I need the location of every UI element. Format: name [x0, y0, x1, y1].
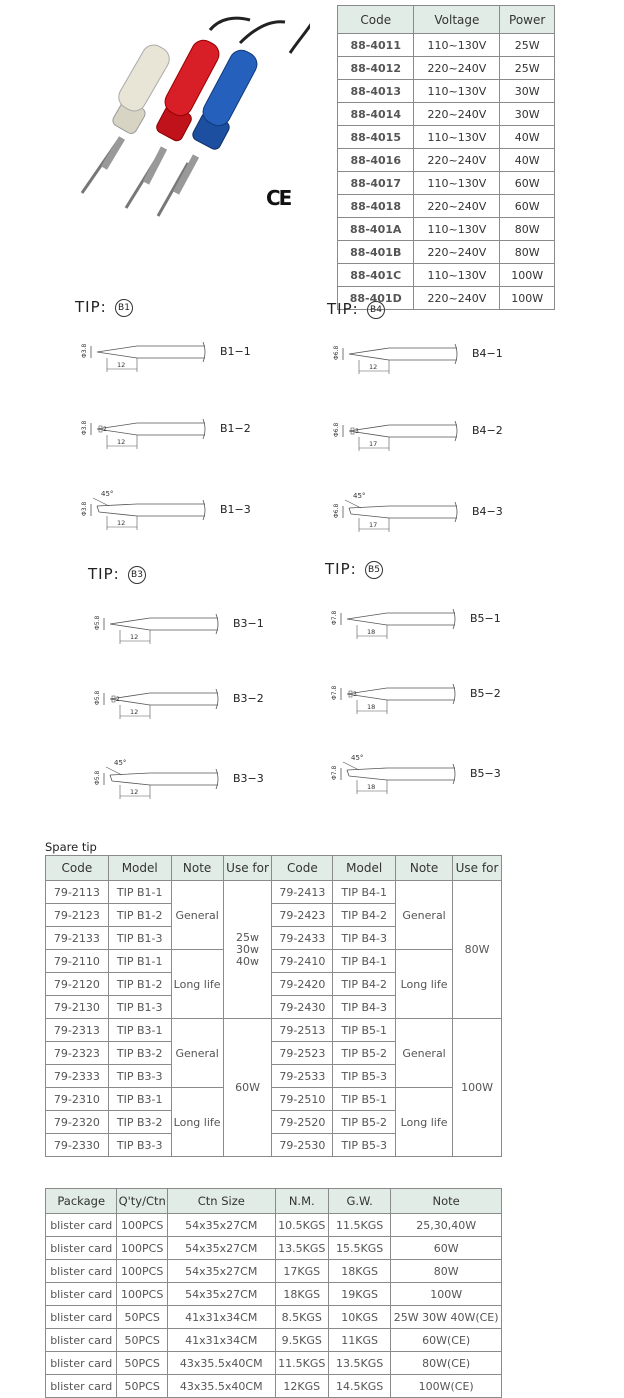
use-for-cell: 80W [453, 881, 502, 1019]
tip-diameter: Φ6.8 [333, 503, 340, 518]
tip-diameter: Φ5.8 [94, 770, 101, 785]
tip-length: 18 [367, 783, 376, 791]
model-cell: TIP B3-2 [108, 1042, 171, 1065]
voltage-cell: 110~130V [414, 34, 500, 57]
tip-drawing [77, 405, 207, 463]
code-cell: 88-4016 [338, 149, 414, 172]
product-row [338, 34, 555, 57]
tip-length: 12 [117, 519, 126, 527]
package-cell: 41x31x34CM [167, 1306, 275, 1329]
tip-angle: 45° [101, 490, 114, 498]
package-cell: 14.5KGS [328, 1375, 390, 1398]
tip-length: 18 [367, 703, 376, 711]
power-cell: 30W [500, 80, 555, 103]
power-cell: 40W [500, 149, 555, 172]
voltage-cell: 220~240V [414, 195, 500, 218]
tip-width: 2 [103, 426, 107, 433]
tip-drawing [327, 595, 457, 653]
package-cell: blister card [46, 1329, 117, 1352]
model-cell: TIP B5-2 [333, 1042, 396, 1065]
package-table [45, 1188, 502, 1398]
power-cell: 100W [500, 264, 555, 287]
voltage-cell: 110~130V [414, 126, 500, 149]
tip-diameter: Φ7.8 [331, 610, 338, 625]
tip-width: 3 [355, 428, 359, 435]
package-cell: 18KGS [328, 1260, 390, 1283]
use-for-value: 40w [236, 954, 260, 968]
package-cell: 9.5KGS [275, 1329, 328, 1352]
product-row [338, 172, 555, 195]
product-row [338, 195, 555, 218]
tip-length: 17 [369, 521, 378, 529]
col-header: Voltage [414, 6, 500, 34]
tip-length: 18 [367, 628, 376, 636]
package-cell: blister card [46, 1375, 117, 1398]
package-cell: 100PCS [117, 1237, 168, 1260]
package-cell: 43x35.5x40CM [167, 1375, 275, 1398]
code-cell: 88-401A [338, 218, 414, 241]
use-for-cell: 60W [223, 1019, 272, 1157]
col-header: Note [391, 1189, 502, 1214]
power-cell: 25W [500, 57, 555, 80]
package-cell: 50PCS [117, 1329, 168, 1352]
product-row [338, 126, 555, 149]
table-row [46, 1375, 502, 1398]
model-cell: TIP B1-1 [108, 881, 171, 904]
package-cell: 54x35x27CM [167, 1260, 275, 1283]
tip-drawing [90, 675, 220, 733]
voltage-cell: 220~240V [414, 149, 500, 172]
code-cell: 88-4011 [338, 34, 414, 57]
model-cell: TIP B5-1 [333, 1088, 396, 1111]
package-cell: 11KGS [328, 1329, 390, 1352]
package-cell: blister card [46, 1214, 117, 1237]
power-cell: 60W [500, 195, 555, 218]
table-row [46, 1237, 502, 1260]
package-cell: 100W(CE) [391, 1375, 502, 1398]
package-cell: 100PCS [117, 1283, 168, 1306]
tip-name: B3−2 [233, 692, 264, 705]
code-cell: 79-2330 [46, 1134, 109, 1157]
note-cell: General [171, 1019, 223, 1088]
voltage-cell: 110~130V [414, 172, 500, 195]
col-header: Package [46, 1189, 117, 1214]
model-cell: TIP B3-3 [108, 1134, 171, 1157]
tip-length: 12 [117, 361, 126, 369]
tip-diameter: Φ6.8 [333, 345, 340, 360]
voltage-cell: 110~130V [414, 218, 500, 241]
model-cell: TIP B5-1 [333, 1019, 396, 1042]
tip-drawing [77, 486, 207, 544]
table-row [46, 1088, 502, 1111]
model-cell: TIP B1-3 [108, 996, 171, 1019]
package-cell: 41x31x34CM [167, 1329, 275, 1352]
tip-drawing [329, 407, 459, 465]
code-cell: 88-4012 [338, 57, 414, 80]
code-cell: 79-2533 [272, 1065, 333, 1088]
voltage-cell: 220~240V [414, 241, 500, 264]
code-cell: 79-2520 [272, 1111, 333, 1134]
tip-name: B1−1 [220, 345, 251, 358]
package-cell: 100W [391, 1283, 502, 1306]
tip-diameter: Φ6.8 [333, 422, 340, 437]
package-cell: 25W 30W 40W(CE) [391, 1306, 502, 1329]
tip-name: B5−1 [470, 612, 501, 625]
package-cell: 13.5KGS [275, 1237, 328, 1260]
package-cell: 80W [391, 1260, 502, 1283]
package-cell: 50PCS [117, 1352, 168, 1375]
voltage-cell: 110~130V [414, 264, 500, 287]
tip-drawing [329, 330, 459, 388]
power-cell: 40W [500, 126, 555, 149]
product-row [338, 57, 555, 80]
tip-length: 12 [130, 788, 139, 796]
model-cell: TIP B4-2 [333, 973, 396, 996]
table-row [46, 1283, 502, 1306]
table-row [46, 881, 502, 904]
code-cell: 79-2423 [272, 904, 333, 927]
package-cell: blister card [46, 1260, 117, 1283]
package-cell: 100PCS [117, 1214, 168, 1237]
tip-drawing [327, 670, 457, 728]
tip-series-circle: B1 [115, 299, 133, 317]
code-cell: 79-2310 [46, 1088, 109, 1111]
tip-name: B5−3 [470, 767, 501, 780]
table-row [46, 1352, 502, 1375]
table-row [46, 1260, 502, 1283]
tip-diameter: Φ3.8 [81, 420, 88, 435]
code-cell: 88-401D [338, 287, 414, 310]
note-cell: Long life [396, 1088, 453, 1157]
tip-drawing [327, 750, 457, 808]
code-cell: 88-4013 [338, 80, 414, 103]
power-cell: 30W [500, 103, 555, 126]
tip-width: 3 [353, 691, 357, 698]
col-header: Model [108, 856, 171, 881]
tip-diameter: Φ7.8 [331, 685, 338, 700]
tip-name: B1−2 [220, 422, 251, 435]
code-cell: 79-2320 [46, 1111, 109, 1134]
product-table [337, 5, 555, 310]
package-cell: 8.5KGS [275, 1306, 328, 1329]
tip-diameter: Φ3.8 [81, 343, 88, 358]
package-cell: 80W(CE) [391, 1352, 502, 1375]
code-cell: 88-401B [338, 241, 414, 264]
note-cell: Long life [171, 1088, 223, 1157]
table-row [46, 1214, 502, 1237]
tip-name: B3−1 [233, 617, 264, 630]
package-cell: 50PCS [117, 1306, 168, 1329]
model-cell: TIP B1-3 [108, 927, 171, 950]
tip-label: TIP: [325, 560, 357, 578]
voltage-cell: 220~240V [414, 287, 500, 310]
code-cell: 79-2133 [46, 927, 109, 950]
code-cell: 79-2120 [46, 973, 109, 996]
col-header: Code [46, 856, 109, 881]
tip-series-circle: B3 [128, 566, 146, 584]
package-cell: blister card [46, 1237, 117, 1260]
col-header: Code [272, 856, 333, 881]
table-row [46, 1306, 502, 1329]
spare-tip-table [45, 855, 502, 1157]
tip-drawing [329, 488, 459, 546]
package-cell: 54x35x27CM [167, 1237, 275, 1260]
code-cell: 79-2530 [272, 1134, 333, 1157]
package-cell: blister card [46, 1352, 117, 1375]
tip-diameter: Φ5.8 [94, 690, 101, 705]
model-cell: TIP B4-1 [333, 950, 396, 973]
package-cell: blister card [46, 1283, 117, 1306]
package-cell: 11.5KGS [275, 1352, 328, 1375]
code-cell: 79-2333 [46, 1065, 109, 1088]
tip-name: B3−3 [233, 772, 264, 785]
tip-length: 12 [130, 633, 139, 641]
code-cell: 79-2323 [46, 1042, 109, 1065]
package-cell: 60W(CE) [391, 1329, 502, 1352]
tip-length: 17 [369, 440, 378, 448]
package-cell: 100PCS [117, 1260, 168, 1283]
model-cell: TIP B4-1 [333, 881, 396, 904]
tip-series-circle: B5 [365, 561, 383, 579]
col-header: Use for [223, 856, 272, 881]
tip-label: TIP: [327, 300, 359, 318]
product-row [338, 218, 555, 241]
model-cell: TIP B4-3 [333, 927, 396, 950]
col-header: Note [171, 856, 223, 881]
tip-name: B4−3 [472, 505, 503, 518]
code-cell: 88-401C [338, 264, 414, 287]
code-cell: 79-2523 [272, 1042, 333, 1065]
col-header: Ctn Size [167, 1189, 275, 1214]
model-cell: TIP B5-3 [333, 1134, 396, 1157]
code-cell: 79-2410 [272, 950, 333, 973]
tip-drawing [77, 328, 207, 386]
note-cell: Long life [396, 950, 453, 1019]
tip-angle: 45° [353, 492, 366, 500]
model-cell: TIP B5-2 [333, 1111, 396, 1134]
product-row [338, 149, 555, 172]
package-cell: 13.5KGS [328, 1352, 390, 1375]
code-cell: 79-2430 [272, 996, 333, 1019]
tip-name: B4−2 [472, 424, 503, 437]
code-cell: 79-2130 [46, 996, 109, 1019]
col-header: G.W. [328, 1189, 390, 1214]
model-cell: TIP B3-1 [108, 1019, 171, 1042]
col-header: Note [396, 856, 453, 881]
power-cell: 80W [500, 218, 555, 241]
package-cell: 54x35x27CM [167, 1283, 275, 1306]
package-cell: 60W [391, 1237, 502, 1260]
use-for-cell: 100W [453, 1019, 502, 1157]
package-cell: 10.5KGS [275, 1214, 328, 1237]
code-cell: 79-2420 [272, 973, 333, 996]
package-cell: 43x35.5x40CM [167, 1352, 275, 1375]
tip-angle: 45° [114, 759, 127, 767]
col-header: Power [500, 6, 555, 34]
model-cell: TIP B5-3 [333, 1065, 396, 1088]
product-row [338, 264, 555, 287]
note-cell: General [171, 881, 223, 950]
tip-series-circle: B4 [367, 301, 385, 319]
power-cell: 100W [500, 287, 555, 310]
code-cell: 79-2413 [272, 881, 333, 904]
code-cell: 88-4017 [338, 172, 414, 195]
power-cell: 60W [500, 172, 555, 195]
spare-tip-caption: Spare tip [45, 840, 97, 854]
table-row [46, 950, 502, 973]
code-cell: 79-2123 [46, 904, 109, 927]
col-header: Model [333, 856, 396, 881]
voltage-cell: 110~130V [414, 80, 500, 103]
model-cell: TIP B4-3 [333, 996, 396, 1019]
product-row [338, 80, 555, 103]
tip-diameter: Φ7.8 [331, 765, 338, 780]
product-row [338, 241, 555, 264]
tip-drawing [90, 600, 220, 658]
col-header: Q'ty/Ctn [117, 1189, 168, 1214]
col-header: N.M. [275, 1189, 328, 1214]
package-cell: 11.5KGS [328, 1214, 390, 1237]
code-cell: 79-2110 [46, 950, 109, 973]
ce-mark: CE [266, 186, 291, 210]
package-cell: 15.5KGS [328, 1237, 390, 1260]
package-cell: 19KGS [328, 1283, 390, 1306]
model-cell: TIP B3-2 [108, 1111, 171, 1134]
voltage-cell: 220~240V [414, 57, 500, 80]
voltage-cell: 220~240V [414, 103, 500, 126]
use-for-value: 30w [236, 942, 260, 956]
model-cell: TIP B3-1 [108, 1088, 171, 1111]
tip-label: TIP: [75, 298, 107, 316]
code-cell: 79-2113 [46, 881, 109, 904]
package-cell: 50PCS [117, 1375, 168, 1398]
tip-drawing [90, 755, 220, 813]
package-cell: 17KGS [275, 1260, 328, 1283]
col-header: Code [338, 6, 414, 34]
code-cell: 79-2513 [272, 1019, 333, 1042]
model-cell: TIP B1-1 [108, 950, 171, 973]
tip-name: B1−3 [220, 503, 251, 516]
code-cell: 79-2313 [46, 1019, 109, 1042]
tip-label: TIP: [88, 565, 120, 583]
package-cell: 54x35x27CM [167, 1214, 275, 1237]
tip-diameter: Φ3.8 [81, 501, 88, 516]
code-cell: 88-4015 [338, 126, 414, 149]
table-row [46, 1329, 502, 1352]
code-cell: 79-2433 [272, 927, 333, 950]
note-cell: General [396, 881, 453, 950]
code-cell: 79-2510 [272, 1088, 333, 1111]
note-cell: General [396, 1019, 453, 1088]
model-cell: TIP B1-2 [108, 973, 171, 996]
tip-diameter: Φ5.8 [94, 615, 101, 630]
tip-angle: 45° [351, 754, 364, 762]
col-header: Use for [453, 856, 502, 881]
tip-length: 12 [369, 363, 378, 371]
tip-length: 12 [117, 438, 126, 446]
code-cell: 88-4014 [338, 103, 414, 126]
package-cell: 25,30,40W [391, 1214, 502, 1237]
model-cell: TIP B3-3 [108, 1065, 171, 1088]
package-cell: blister card [46, 1306, 117, 1329]
note-cell: Long life [171, 950, 223, 1019]
power-cell: 80W [500, 241, 555, 264]
package-cell: 12KGS [275, 1375, 328, 1398]
tip-width: 2 [116, 696, 120, 703]
package-cell: 10KGS [328, 1306, 390, 1329]
use-for-cell [223, 881, 272, 1019]
package-cell: 18KGS [275, 1283, 328, 1306]
model-cell: TIP B1-2 [108, 904, 171, 927]
tip-name: B5−2 [470, 687, 501, 700]
tip-length: 12 [130, 708, 139, 716]
code-cell: 88-4018 [338, 195, 414, 218]
use-for-value: 25w [236, 930, 260, 944]
power-cell: 25W [500, 34, 555, 57]
table-row [46, 1019, 502, 1042]
tip-name: B4−1 [472, 347, 503, 360]
model-cell: TIP B4-2 [333, 904, 396, 927]
product-row [338, 103, 555, 126]
